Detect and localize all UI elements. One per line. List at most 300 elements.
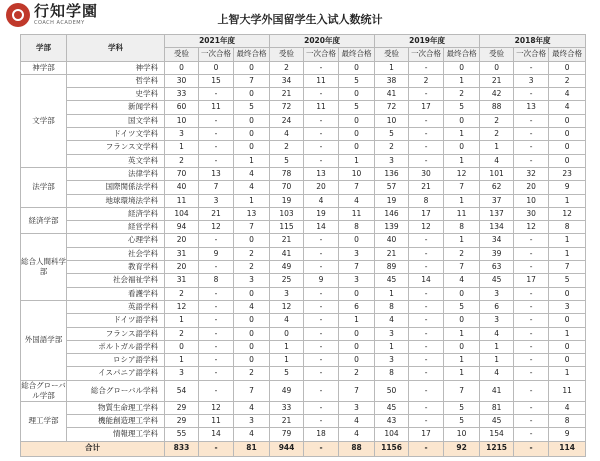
value-cell: -	[304, 247, 339, 260]
value-cell: 11	[549, 380, 586, 401]
value-cell: 24	[270, 114, 304, 127]
table-row	[21, 327, 586, 340]
value-cell: 45	[375, 401, 409, 414]
header-metric: 受验	[480, 48, 514, 61]
value-cell: 9	[549, 181, 586, 194]
value-cell: 12	[409, 221, 444, 234]
value-cell: 0	[549, 61, 586, 74]
value-cell: 1	[480, 354, 514, 367]
value-cell: -	[199, 114, 234, 127]
value-cell: 11	[304, 74, 339, 87]
subject-cell: 心理学科	[67, 234, 165, 247]
subject-cell: 英語学科	[67, 300, 165, 313]
value-cell: -	[199, 314, 234, 327]
value-cell: -	[409, 247, 444, 260]
value-cell: 3	[480, 287, 514, 300]
header-metric: 最终合格	[549, 48, 586, 61]
value-cell: -	[199, 88, 234, 101]
total-value-cell: 81	[234, 441, 270, 456]
subject-cell: ドイツ語学科	[67, 314, 165, 327]
table-row	[21, 207, 586, 220]
value-cell: 21	[270, 415, 304, 428]
value-cell: 10	[444, 428, 480, 441]
value-cell: -	[304, 367, 339, 380]
total-value-cell: 833	[165, 441, 199, 456]
value-cell: 1	[234, 154, 270, 167]
value-cell: 0	[549, 287, 586, 300]
value-cell: 2	[165, 287, 199, 300]
value-cell: 8	[199, 274, 234, 287]
value-cell: -	[409, 61, 444, 74]
subject-cell: イスパニア語学科	[67, 367, 165, 380]
value-cell: 7	[444, 261, 480, 274]
value-cell: 79	[270, 428, 304, 441]
value-cell: 11	[444, 207, 480, 220]
value-cell: 12	[549, 207, 586, 220]
value-cell: 94	[165, 221, 199, 234]
value-cell: 1	[375, 340, 409, 353]
subject-cell: 地球環境法学科	[67, 194, 165, 207]
value-cell: -	[199, 128, 234, 141]
value-cell: 3	[514, 74, 549, 87]
table-row	[21, 141, 586, 154]
value-cell: 3	[165, 128, 199, 141]
table-row	[21, 274, 586, 287]
value-cell: 12	[199, 221, 234, 234]
subject-cell: 国文学科	[67, 114, 165, 127]
value-cell: 0	[234, 114, 270, 127]
value-cell: 0	[444, 314, 480, 327]
value-cell: 10	[165, 114, 199, 127]
value-cell: 4	[234, 167, 270, 180]
value-cell: 89	[375, 261, 409, 274]
table-row	[21, 194, 586, 207]
value-cell: 7	[234, 74, 270, 87]
value-cell: -	[199, 367, 234, 380]
value-cell: 8	[375, 300, 409, 313]
value-cell: 12	[199, 401, 234, 414]
value-cell: 0	[165, 61, 199, 74]
total-value-cell: -	[409, 441, 444, 456]
total-value-cell: 114	[549, 441, 586, 456]
value-cell: -	[409, 354, 444, 367]
department-cell: 法学部	[21, 167, 67, 207]
value-cell: 2	[234, 247, 270, 260]
value-cell: 45	[480, 415, 514, 428]
value-cell: -	[409, 367, 444, 380]
value-cell: 57	[375, 181, 409, 194]
value-cell: 2	[549, 74, 586, 87]
value-cell: 5	[339, 74, 375, 87]
value-cell: 1	[480, 141, 514, 154]
value-cell: 0	[480, 61, 514, 74]
value-cell: 7	[234, 380, 270, 401]
value-cell: 0	[339, 88, 375, 101]
value-cell: 30	[409, 167, 444, 180]
value-cell: 0	[270, 327, 304, 340]
table-row	[21, 101, 586, 114]
table-row	[21, 428, 586, 441]
table-row	[21, 234, 586, 247]
value-cell: 2	[165, 154, 199, 167]
total-value-cell: -	[199, 441, 234, 456]
value-cell: 13	[199, 167, 234, 180]
value-cell: 20	[514, 181, 549, 194]
table-row	[21, 261, 586, 274]
value-cell: -	[514, 300, 549, 313]
value-cell: 3	[199, 194, 234, 207]
value-cell: -	[304, 300, 339, 313]
table-row	[21, 181, 586, 194]
value-cell: 0	[444, 114, 480, 127]
value-cell: 5	[375, 128, 409, 141]
value-cell: 55	[165, 428, 199, 441]
value-cell: 21	[409, 181, 444, 194]
value-cell: -	[514, 88, 549, 101]
value-cell: 8	[549, 415, 586, 428]
total-value-cell: 88	[339, 441, 375, 456]
value-cell: 54	[165, 380, 199, 401]
value-cell: 5	[270, 154, 304, 167]
subject-cell: 看護学科	[67, 287, 165, 300]
value-cell: 0	[234, 88, 270, 101]
value-cell: 0	[549, 154, 586, 167]
department-cell: 神学部	[21, 61, 67, 74]
value-cell: 0	[339, 340, 375, 353]
value-cell: 0	[234, 327, 270, 340]
value-cell: 60	[165, 101, 199, 114]
value-cell: 1	[480, 340, 514, 353]
value-cell: 1	[444, 154, 480, 167]
value-cell: -	[514, 154, 549, 167]
value-cell: 1	[549, 327, 586, 340]
value-cell: 8	[339, 221, 375, 234]
table-row	[21, 128, 586, 141]
value-cell: 5	[270, 367, 304, 380]
header-department: 学部	[21, 35, 67, 62]
value-cell: 70	[270, 181, 304, 194]
value-cell: 70	[165, 167, 199, 180]
table-row	[21, 167, 586, 180]
value-cell: 10	[339, 167, 375, 180]
header-year: 2021年度	[165, 35, 270, 48]
value-cell: 0	[234, 234, 270, 247]
value-cell: 8	[409, 194, 444, 207]
value-cell: 29	[165, 401, 199, 414]
logo-name: 行知学園	[34, 2, 99, 20]
value-cell: -	[199, 300, 234, 313]
value-cell: 14	[304, 221, 339, 234]
value-cell: 4	[480, 367, 514, 380]
value-cell: 38	[375, 74, 409, 87]
subject-cell: 国際関係法学科	[67, 181, 165, 194]
value-cell: 0	[234, 340, 270, 353]
value-cell: 41	[270, 247, 304, 260]
value-cell: 1	[549, 194, 586, 207]
value-cell: 29	[165, 415, 199, 428]
value-cell: 30	[514, 207, 549, 220]
subject-cell: 教育学科	[67, 261, 165, 274]
value-cell: 72	[375, 101, 409, 114]
value-cell: 45	[480, 274, 514, 287]
value-cell: 19	[270, 194, 304, 207]
value-cell: 0	[549, 314, 586, 327]
value-cell: 31	[165, 274, 199, 287]
value-cell: -	[409, 300, 444, 313]
subject-cell: フランス語学科	[67, 327, 165, 340]
value-cell: -	[409, 261, 444, 274]
value-cell: -	[304, 261, 339, 274]
value-cell: 12	[165, 300, 199, 313]
value-cell: 3	[234, 415, 270, 428]
header-metric: 受验	[270, 48, 304, 61]
value-cell: 34	[270, 74, 304, 87]
subject-cell: ドイツ文学科	[67, 128, 165, 141]
value-cell: 18	[304, 428, 339, 441]
value-cell: 1	[375, 61, 409, 74]
value-cell: -	[304, 154, 339, 167]
value-cell: 3	[375, 327, 409, 340]
page-title: 上智大学外国留学生入试人数统计	[217, 13, 383, 26]
value-cell: 23	[549, 167, 586, 180]
department-cell: 経済学部	[21, 207, 67, 234]
value-cell: 1	[270, 354, 304, 367]
subject-cell: 英文学科	[67, 154, 165, 167]
subject-cell: 哲学科	[67, 74, 165, 87]
value-cell: 17	[409, 207, 444, 220]
value-cell: 2	[234, 261, 270, 274]
value-cell: 4	[234, 300, 270, 313]
value-cell: 0	[549, 340, 586, 353]
value-cell: 4	[234, 428, 270, 441]
value-cell: 3	[375, 354, 409, 367]
value-cell: 1	[339, 154, 375, 167]
subject-cell: 社会福祉学科	[67, 274, 165, 287]
value-cell: 9	[199, 247, 234, 260]
value-cell: 137	[480, 207, 514, 220]
value-cell: 101	[480, 167, 514, 180]
header-year: 2020年度	[270, 35, 375, 48]
subject-cell: ロシア語学科	[67, 354, 165, 367]
value-cell: -	[514, 234, 549, 247]
value-cell: -	[514, 61, 549, 74]
value-cell: 1	[444, 367, 480, 380]
value-cell: -	[304, 128, 339, 141]
value-cell: 1	[375, 287, 409, 300]
value-cell: 5	[444, 300, 480, 313]
value-cell: -	[409, 380, 444, 401]
value-cell: 1	[165, 314, 199, 327]
value-cell: -	[199, 380, 234, 401]
value-cell: -	[304, 287, 339, 300]
value-cell: 50	[375, 380, 409, 401]
value-cell: 9	[304, 274, 339, 287]
value-cell: 19	[375, 194, 409, 207]
subject-cell: 経済学科	[67, 207, 165, 220]
value-cell: -	[304, 61, 339, 74]
value-cell: -	[199, 154, 234, 167]
table-row	[21, 221, 586, 234]
value-cell: 13	[514, 101, 549, 114]
value-cell: 5	[549, 274, 586, 287]
value-cell: 1	[339, 314, 375, 327]
logo-subtitle: COACH ACADEMY	[34, 20, 85, 26]
value-cell: -	[304, 354, 339, 367]
value-cell: 0	[339, 141, 375, 154]
value-cell: -	[514, 314, 549, 327]
value-cell: 5	[444, 401, 480, 414]
value-cell: 17	[409, 428, 444, 441]
value-cell: 2	[165, 327, 199, 340]
value-cell: 19	[304, 207, 339, 220]
value-cell: -	[304, 141, 339, 154]
value-cell: 11	[199, 101, 234, 114]
header-metric: 一次合格	[304, 48, 339, 61]
value-cell: 103	[270, 207, 304, 220]
value-cell: -	[514, 141, 549, 154]
value-cell: 115	[270, 221, 304, 234]
value-cell: 2	[444, 88, 480, 101]
value-cell: 2	[375, 141, 409, 154]
header-metric: 受验	[375, 48, 409, 61]
value-cell: 14	[409, 274, 444, 287]
value-cell: 12	[444, 167, 480, 180]
header-metric: 受验	[165, 48, 199, 61]
value-cell: 104	[375, 428, 409, 441]
header-year: 2019年度	[375, 35, 480, 48]
value-cell: 8	[375, 367, 409, 380]
value-cell: 34	[480, 234, 514, 247]
value-cell: 5	[444, 101, 480, 114]
value-cell: 1	[234, 194, 270, 207]
value-cell: -	[514, 287, 549, 300]
table-row	[21, 401, 586, 414]
value-cell: 40	[165, 181, 199, 194]
subject-cell: 機能創造理工学科	[67, 415, 165, 428]
value-cell: -	[409, 141, 444, 154]
value-cell: 20	[304, 181, 339, 194]
value-cell: 5	[444, 415, 480, 428]
value-cell: 42	[480, 88, 514, 101]
value-cell: -	[199, 141, 234, 154]
value-cell: 39	[480, 247, 514, 260]
value-cell: -	[304, 234, 339, 247]
table-row	[21, 314, 586, 327]
value-cell: -	[199, 261, 234, 274]
value-cell: -	[514, 128, 549, 141]
value-cell: -	[409, 401, 444, 414]
value-cell: 2	[339, 367, 375, 380]
value-cell: 1	[444, 128, 480, 141]
subject-cell: ポルトガル語学科	[67, 340, 165, 353]
value-cell: 1	[444, 194, 480, 207]
table-body	[21, 61, 586, 456]
value-cell: 3	[165, 367, 199, 380]
value-cell: 0	[549, 141, 586, 154]
value-cell: 4	[234, 181, 270, 194]
value-cell: -	[514, 354, 549, 367]
value-cell: 0	[339, 234, 375, 247]
value-cell: 0	[234, 287, 270, 300]
value-cell: 0	[339, 354, 375, 367]
value-cell: 3	[549, 300, 586, 313]
total-value-cell: 1215	[480, 441, 514, 456]
value-cell: -	[514, 247, 549, 260]
value-cell: 45	[375, 274, 409, 287]
value-cell: 2	[444, 247, 480, 260]
value-cell: 0	[339, 128, 375, 141]
value-cell: 1	[165, 354, 199, 367]
value-cell: 6	[339, 300, 375, 313]
value-cell: 30	[165, 74, 199, 87]
value-cell: 21	[199, 207, 234, 220]
value-cell: 2	[409, 74, 444, 87]
value-cell: 0	[444, 141, 480, 154]
department-cell: 外国語学部	[21, 300, 67, 380]
value-cell: 4	[339, 415, 375, 428]
table-row	[21, 380, 586, 401]
value-cell: 11	[339, 207, 375, 220]
value-cell: 0	[165, 340, 199, 353]
value-cell: -	[514, 415, 549, 428]
value-cell: 0	[549, 114, 586, 127]
value-cell: 5	[339, 101, 375, 114]
table-row	[21, 154, 586, 167]
value-cell: 20	[165, 234, 199, 247]
value-cell: 21	[375, 247, 409, 260]
value-cell: -	[409, 415, 444, 428]
table-row	[21, 367, 586, 380]
value-cell: -	[409, 327, 444, 340]
total-row	[21, 441, 586, 456]
value-cell: 41	[480, 380, 514, 401]
value-cell: 0	[234, 354, 270, 367]
value-cell: 4	[270, 314, 304, 327]
total-value-cell: -	[304, 441, 339, 456]
value-cell: 2	[480, 114, 514, 127]
value-cell: 21	[270, 234, 304, 247]
value-cell: 17	[409, 101, 444, 114]
value-cell: 7	[339, 261, 375, 274]
value-cell: 4	[444, 274, 480, 287]
value-cell: 3	[270, 287, 304, 300]
value-cell: 1	[444, 74, 480, 87]
value-cell: -	[409, 314, 444, 327]
value-cell: -	[409, 114, 444, 127]
value-cell: 4	[339, 194, 375, 207]
value-cell: 0	[549, 354, 586, 367]
value-cell: 0	[339, 327, 375, 340]
header-metric: 最终合格	[339, 48, 375, 61]
value-cell: 8	[549, 221, 586, 234]
value-cell: 11	[199, 415, 234, 428]
value-cell: 81	[480, 401, 514, 414]
value-cell: 4	[549, 401, 586, 414]
value-cell: 1	[165, 141, 199, 154]
value-cell: 4	[549, 101, 586, 114]
value-cell: 1	[549, 247, 586, 260]
value-cell: 62	[480, 181, 514, 194]
table-row	[21, 247, 586, 260]
value-cell: 0	[339, 114, 375, 127]
value-cell: 13	[304, 167, 339, 180]
value-cell: -	[409, 340, 444, 353]
value-cell: 4	[375, 314, 409, 327]
value-cell: 104	[165, 207, 199, 220]
value-cell: 2	[234, 367, 270, 380]
value-cell: 11	[304, 101, 339, 114]
value-cell: -	[409, 88, 444, 101]
